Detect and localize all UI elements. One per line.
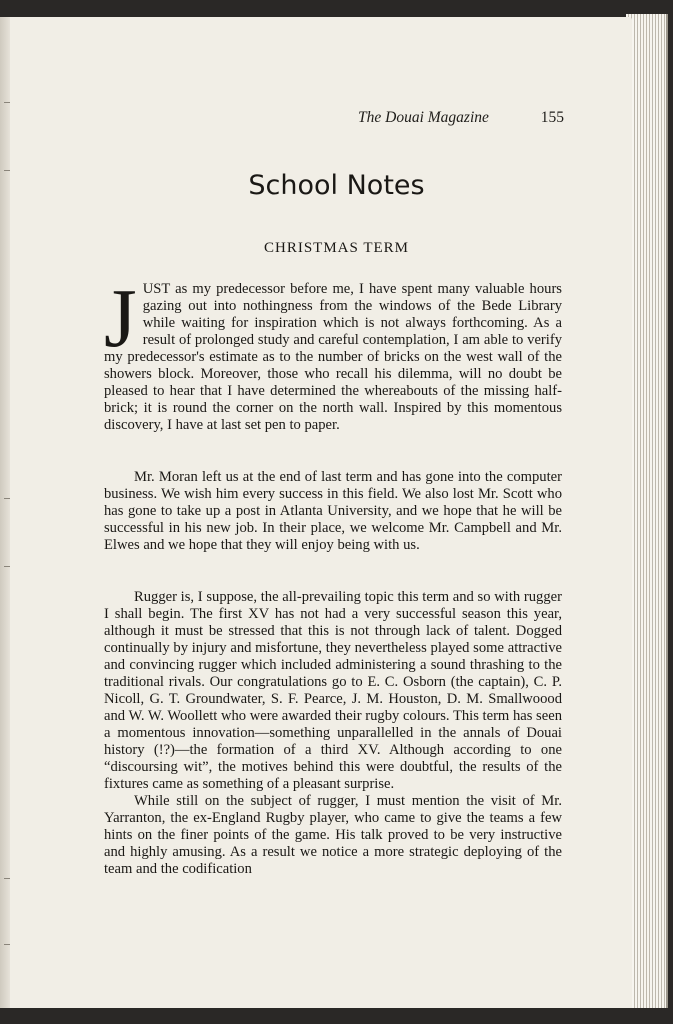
article-body xyxy=(104,272,562,878)
binding-mark xyxy=(4,878,10,879)
paragraph-4: While still on the subject of rugger, I must mention the visit of Mr. Yarranton, the ex-England Rugby player, who came to give the teams a few hints on the finer points of the game. His talk proved to be very instructive and highly amusing. As a result we notice a more strategic deploying of the team and the codification xyxy=(104,793,562,877)
running-header xyxy=(358,109,564,127)
magazine-title: The Douai Magazine xyxy=(358,109,489,126)
page-number: 155 xyxy=(540,109,564,126)
paragraph-1 xyxy=(104,272,562,434)
paragraph-1-text: UST as my predecessor before me, I have spent many valuable hours gazing out into nothingness from the windows of the Bede Library while waiting for inspiration which is not always forthcoming. As a result of prolonged study and careful contemplation, I am able to verify my predecessor's estimate as to the number of bricks on the west wall of the showers block. Moreover, those who recall his dilemma, will no doubt be pleased to hear that I have determined the whereabouts of the missing half-brick; it is round the corner on the north wall. Inspired by this momentous discovery, I have at last set pen to paper. xyxy=(104,281,562,433)
binding-mark xyxy=(4,566,10,567)
paragraph-2: Mr. Moran left us at the end of last term and has gone into the computer business. We wish him every success in this field. We also lost Mr. Scott who has gone to take up a post in Atlanta University, and we hope that he will be successful in his new job. In their place, we welcome Mr. Campbell and Mr. Elwes and we hope that they will enjoy being with us. xyxy=(104,469,562,553)
page-edges xyxy=(626,14,668,1008)
paragraph-3: Rugger is, I suppose, the all-prevailing topic this term and so with rugger I shall begin. The first XV has not had a very successful season this year, although it must be stressed that this is not through lack of talent. Dogged continually by injury and misfortune, they nevertheless played some attractive and convincing rugger which included administering a sound thrashing to the traditional rivals. Our congratulations go to E. C. Osborn (the captain), C. P. Nicoll, G. T. Groundwater, S. F. Pearce, J. M. Houston, D. M. Smallwoood and W. W. Woollett who were awarded their rugby colours. This term has seen a momentous innovation—something unparallelled in the annals of Douai history (!?)—the formation of a third XV. Although according to one “discoursing wit”, the motives behind this were doubtful, the results of the fixtures came as something of a pleasant surprise. xyxy=(104,589,562,792)
binding-mark xyxy=(4,498,10,499)
drop-cap: J xyxy=(104,272,137,365)
section-subtitle: CHRISTMAS TERM xyxy=(263,240,409,256)
binding-mark xyxy=(4,944,10,945)
page-title: School Notes xyxy=(248,170,425,201)
binding-mark xyxy=(4,102,10,103)
